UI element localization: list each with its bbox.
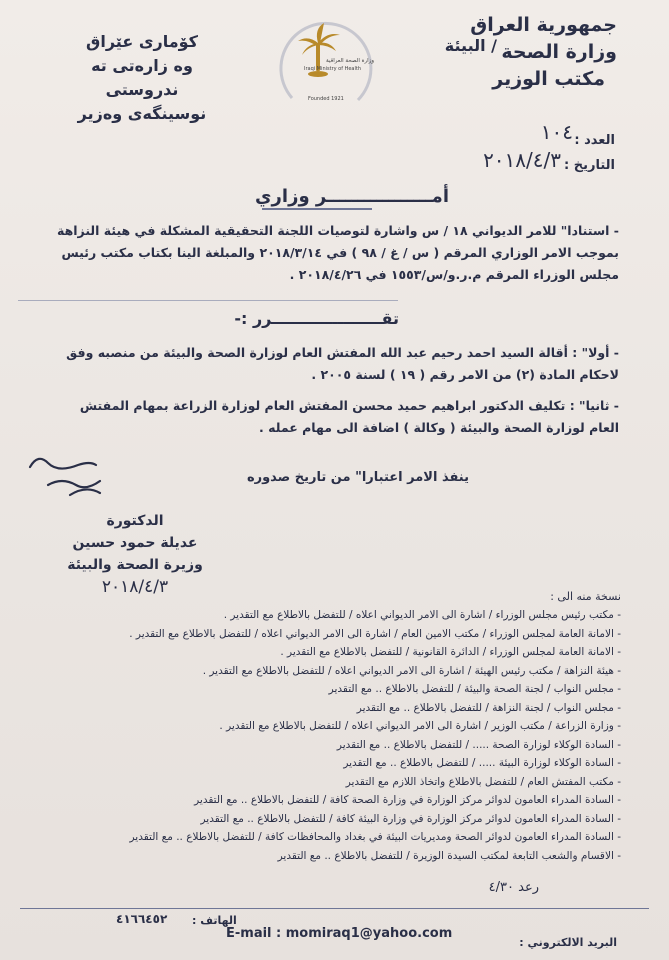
signature-date: ٢٠١٨/٤/٣ xyxy=(101,577,169,597)
header-arabic xyxy=(407,12,617,93)
cc-item: - الامانة العامة لمجلس الوزراء / الدائرة القانونية / للتفضل بالاطلاع مع التقدير . xyxy=(280,646,621,658)
cc-item: - هيئة النزاهة / مكتب رئيس الهيئة / اشارة الى الامر الديواني اعلاه / للتفضل بالاطلاع مع التقدير . xyxy=(202,664,621,677)
cc-item: - السادة المدراء العامون لدوائر مركز الوزارة في وزارة الصحة كافة / للتفضل بالاطلاع .. مع التقدير xyxy=(194,794,621,806)
header-kurdish-line-3: نوسينگه‌ی وەزير xyxy=(77,104,207,123)
cc-item: - مجلس النواب / لجنة النزاهة / للتفضل بالاطلاع .. مع التقدير xyxy=(356,701,621,714)
header-arabic-line-3: مكتب الوزير xyxy=(492,68,605,90)
signature-position: وزيرة الصحة والبيئة xyxy=(67,557,203,573)
cc-item: - السادة الوكلاء لوزارة الصحة ..... / للتفضل بالاطلاع .. مع التقدير xyxy=(336,738,621,751)
date-label: التاريخ : xyxy=(564,158,615,173)
logo-english-caption: Iraqi Ministry of Health xyxy=(304,66,362,72)
header-kurdish-line-1: كۆماری عێراق xyxy=(86,32,198,51)
cc-item: - مجلس النواب / لجنة الصحة والبيئة / للتفضل بالاطلاع .. مع التقدير xyxy=(328,683,621,695)
signature-title: الدكتورة xyxy=(106,513,164,529)
cc-item: - السادة المدراء العامون لدوائر مركز الوزارة في وزارة البيئة كافة / للتفضل بالاطلاع .. مع التقدير xyxy=(200,812,621,825)
decide-heading: تقــــــــــــــــــــرر :- xyxy=(234,309,399,328)
effective-statement: ينفذ الامر اعتبارا" من تاريخ صدوره xyxy=(246,470,469,485)
document-title: أمـــــــــــــــــر وزاري xyxy=(255,186,449,207)
phone-label: الهاتف : xyxy=(192,914,237,927)
header-kurdish xyxy=(62,30,222,126)
header-arabic-line-2 xyxy=(407,39,617,66)
logo-arabic-text: وزارة الصحة العراقية xyxy=(325,58,374,64)
signature-block xyxy=(60,510,210,598)
header-arabic-line-1: جمهورية العراق xyxy=(470,14,617,36)
handwritten-signature xyxy=(20,445,130,505)
header-arabic-suffix: / البيئة xyxy=(444,36,497,55)
signature-name: عديلة حمود حسين xyxy=(72,535,198,551)
footer-divider xyxy=(20,908,649,909)
date-value: ٢٠١٨/٤/٣ xyxy=(483,148,561,172)
cc-item: - الاقسام والشعب التابعة لمكتب السيدة الوزيرة / للتفضل بالاطلاع .. مع التقدير xyxy=(277,849,621,862)
title-underline xyxy=(262,208,372,210)
cc-item: - الامانة العامة لمجلس الوزراء / مكتب الامين العام / اشارة الى الامر الديواني اعلاه / للتفضل بالاطلاع مع التقدير . xyxy=(129,627,621,640)
header-kurdish-line-2: وه زاره‌تی ته ندروستی xyxy=(91,56,193,99)
cc-list xyxy=(60,606,621,865)
decision-item-1: - أولا" : أقالة السيد احمد رحيم عبد الله المفتش العام لوزارة الصحة والبيئة من منصبه وفق لاحكام المادة (٢) من الامر رقم ( ١٩ ) لسنة ٢٠٠٥ . xyxy=(66,345,619,382)
decision-item-2: - ثانيا" : تكليف الدكتور ابراهيم حميد محسن المفتش العام لوزارة الزراعة بمهام المفتش العام لوزارة الصحة والبيئة ( وكالة ) اضافة الى مهام عمله . xyxy=(79,398,619,435)
cc-item: - مكتب رئيس مجلس الوزراء / اشارة الى الامر الديواني اعلاه / للتفضل بالاطلاع مع التقدير . xyxy=(223,609,621,621)
number-value: ١٠٤ xyxy=(540,120,573,144)
phone-number: ٤١٦٦٤٥٢ xyxy=(116,912,168,926)
cc-heading: نسخة منه الى : xyxy=(550,590,621,603)
ministry-logo xyxy=(270,8,380,118)
separator-line xyxy=(18,300,398,301)
email-label: البريد الالكتروني : xyxy=(519,936,617,949)
header-arabic-line-2-text: وزارة الصحة xyxy=(501,41,617,63)
cc-item: - وزارة الزراعة / مكتب الوزير / اشارة الى الامر الديواني اعلاه / للتفضل بالاطلاع مع التقدير . xyxy=(219,720,621,732)
intro-paragraph: - استنادا" للامر الديواني ١٨ / س واشارة لتوصيات اللجنة التحقيقية المشكلة في هيئة النزاهة بموجب الامر الوزاري المرقم ( س / غ / ٩٨ ) في ٢٠١٨/٣/١٤ والمبلغة الينا بكتاب مكتب رئيس مجلس الوزراء المرقم م.ر.و/س/١٥٥٣ في ٢٠١٨/٤/٢٦ . xyxy=(57,223,619,282)
number-label: العدد : xyxy=(574,133,615,148)
handwritten-note: رعد ٤/٣٠ xyxy=(488,880,539,895)
cc-item: - السادة الوكلاء لوزارة البيئة ..... / للتفضل بالاطلاع .. مع التقدير xyxy=(343,757,621,769)
email-address: E-mail : momiraq1@yahoo.com xyxy=(226,926,453,941)
cc-item: - السادة المدراء العامون لدوائر الصحة ومديريات البيئة في بغداد والمحافظات كافة / للتفضل بالاطلاع .. مع التقدير xyxy=(129,831,621,843)
cc-item: - مكتب المفتش العام / للتفضل بالاطلاع واتخاذ اللازم مع التقدير xyxy=(345,775,621,788)
logo-founded-caption: Founded 1921 xyxy=(308,96,344,102)
